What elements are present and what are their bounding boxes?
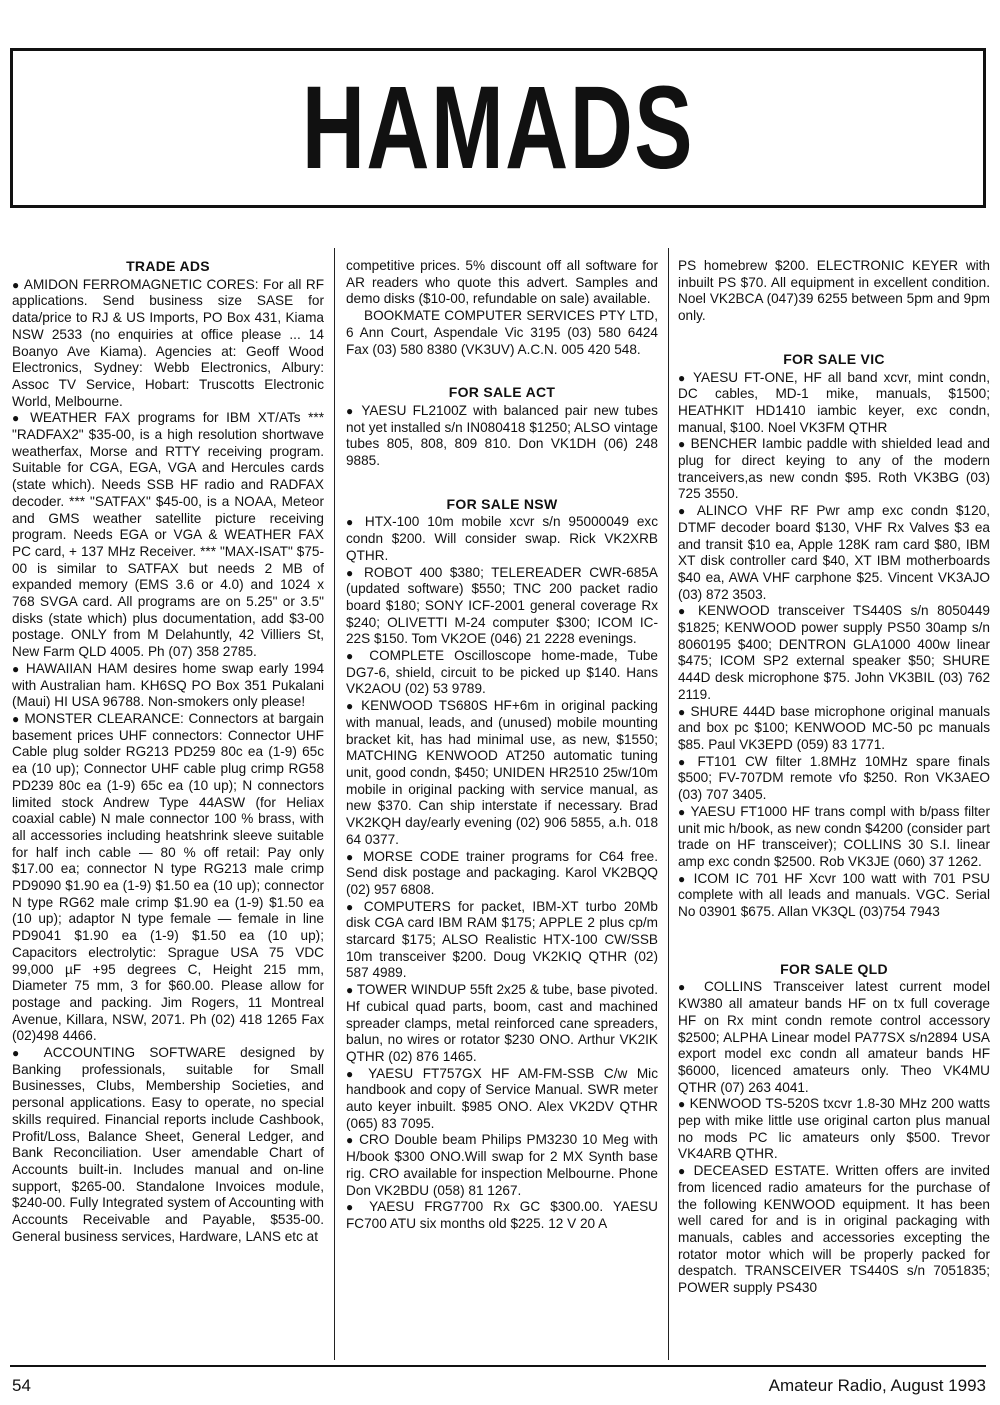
- ad-item: ● KENWOOD transceiver TS440S s/n 8050449 $1825; KENWOOD power supply PS50 30amp s/n 8060195 $400; DENTRON GLA1000 400w linear $475; ICOM SP2 external speaker $50; SHURE 444D desk microphone $75. John VK3BIL (03) 762 2119.: [678, 603, 990, 703]
- column-3: [678, 258, 990, 1360]
- ad-item: ● AMIDON FERROMAGNETIC CORES: For all RF applications. Send business size SASE for data/price to RJ & US Imports, PO Box 431, Kiama NSW 2533 (no enquiries at office please ... 14 Boanyo Ave Kiama). Agencies at: Geoff Wood Electronics, Sydney: Webb Electronics, Albury: Assoc TV Service, Hobart: Truscotts Electronic World, Melbourne.: [12, 277, 324, 411]
- section-heading-vic: FOR SALE VIC: [783, 350, 885, 367]
- ad-item: ● YAESU FRG7700 Rx GC $300.00. YAESU FC700 ATU six months old $225. 12 V 20 A: [346, 1199, 658, 1232]
- ad-item: ● COLLINS Transceiver latest current model KW380 all amateur bands HF on tx full coverage HF on Rx mint condn remote control accessory $2500; ALPHA Linear model PA77SX s/n2894 USA export model exc condn all amateur bands HF $6000, licenced amateurs only. Theo VK4MU QTHR (07) 263 4041.: [678, 979, 990, 1096]
- ad-item: ● ICOM IC 701 HF Xcvr 100 watt with 701 PSU complete with all leads and manuals. VGC. Serial No 03901 $675. Allan VK3QL (03)754 7943: [678, 871, 990, 921]
- ad-item: ● KENWOOD TS680S HF+6m in original packing with manual, leads, and (unused) mobile mounting bracket kit, has had minimal use, as new, $1550; MATCHING KENWOOD AT250 automatic tuning unit, good condn, $450; UNIDEN HR2510 25w/10m mobile in original packing with service manual, as new $370. Can ship interstate if necessary. Brad VK2KQH day/early evening (02) 906 5855, a.h. 018 64 0377.: [346, 698, 658, 848]
- ad-item: ● YAESU FT1000 HF trans compl with b/pass filter unit mic h/book, as new condn $4200 (consider part trade on HF transceiver); COLLINS 30 S.I. linear amp exc condn $2500. Rob VK3JE (060) 37 1262.: [678, 804, 990, 871]
- ad-item: ● BENCHER Iambic paddle with shielded lead and plug for direct keying to any of the modern tranceivers,as new condn $95. Roth VK3BG (03) 725 3550.: [678, 436, 990, 503]
- ad-item: ● KENWOOD TS-520S txcvr 1.8-30 MHz 200 watts pep with mike little use original carton plus manual no mods PC lic amateurs only $500. Trevor VK4ARB QTHR.: [678, 1096, 990, 1163]
- title-banner: [10, 48, 986, 208]
- ad-item: ● DECEASED ESTATE. Written offers are invited from licenced radio amateurs for the purchase of the following KENWOOD equipment. It has been well cared for and is in original packaging with manuals, cables and accessories excepting the rotator motor which will be properly packed for despatch. TRANSCEIVER TS440S s/n 7051835; POWER supply PS430: [678, 1163, 990, 1297]
- ad-item: ● ALINCO VHF RF Pwr amp exc condn $120, DTMF decoder board $130, VHF Rx Valves $3 ea and transit $10 ea, Apple 128K ram card $80, IBM XT disk controller card $40, XT IBM motherboards $40 ea, AWA VHF carphone $25. Vincent VK3AJO (03) 872 3503.: [678, 503, 990, 603]
- ad-item: ● YAESU FT-ONE, HF all band xcvr, mint condn, DC cables, MD-1 mike, manuals, $1500; HEATHKIT HD1410 iambic keyer, exc condn, manual, $100. Noel VK3FM QTHR: [678, 370, 990, 437]
- ad-item: ● CRO Double beam Philips PM3230 10 Meg with H/book $300 ONO.Will swap for 2 MX Synth base rig. CRO available for inspection Melbourne. Phone Don VK2BDU (058) 81 1267.: [346, 1132, 658, 1199]
- column-divider: [334, 248, 335, 1360]
- ad-item: ● TOWER WINDUP 55ft 2x25 & tube, base pivoted. Hf cubical quad parts, boom, cast and machined spreader clamps, metal reinforced cane spreaders, balun, no wires or rotator $230 ONO. Arthur VK2IK QTHR (02) 876 1465.: [346, 982, 658, 1066]
- section-heading-trade-ads: TRADE ADS: [126, 258, 210, 274]
- column-2: [346, 258, 658, 1360]
- ad-item: ● COMPUTERS for packet, IBM-XT turbo 20Mb disk CGA card IBM RAM $175; APPLE 2 plus cp/m starcard $175; ALSO Realistic HTX-100 CW/SSB 10m transceiver $200. Doug VK2KIQ QTHR (02) 587 4989.: [346, 899, 658, 983]
- footer-rule: [10, 1365, 986, 1367]
- ad-item: ● HTX-100 10m mobile xcvr s/n 95000049 exc condn $200. Will consider swap. Rick VK2XRB QTHR.: [346, 514, 658, 564]
- page-title: HAMADS: [301, 62, 695, 194]
- column-1: [12, 258, 324, 1360]
- section-heading-nsw: FOR SALE NSW: [446, 495, 558, 512]
- publication-line: Amateur Radio, August 1993: [768, 1376, 986, 1395]
- ad-item: ● SHURE 444D base microphone original manuals and box pc $100; KENWOOD MC-50 pc manuals $85. Paul VK3EPD (059) 83 1771.: [678, 704, 990, 754]
- ad-item: ● MONSTER CLEARANCE: Connectors at bargain basement prices UHF connectors: Connector UHF Cable plug solder RG213 PD259 80c ea (1-9) 65c ea (10 up); Connector UHF cable plug crimp RG58 PD239 80c ea (1-9) 65c ea (10 up); N connectors limited stock Andrew Type 44ASW (for Heliax coaxial cable) N male connector 100 % brass, with all accessories including heatshrink sleeve suitable for half inch cable — 80 % off retail: Pay only $17.00 ea; connector N type RG213 male crimp PD9090 $1.90 ea (1-9) $1.50 ea (10 up); connector N type RG62 male crimp $1.90 ea (1-9) $1.50 ea (10 up); adaptor N type female — female in line PD9041 $1.90 ea (1-9) $1.50 ea (10 up); Capacitors electrolytic: Sprague USA 75 VDC 99,000 µF +95 degrees C, Height 215 mm, Diameter 75 mm, 3 for $60.00. Please allow for postage and packing. Jim Rogers, 11 Montreal Avenue, Killara, NSW, 2071. Ph (02) 418 1265 Fax (02)498 4466.: [12, 711, 324, 1045]
- ad-item: ● ACCOUNTING SOFTWARE designed by Banking professionals, suitable for Small Businesses, Clubs, Membership Societies, and personal applications. Easy to operate, no special skills required. Financial reports include Cashbook, Profit/Loss, Balance Sheet, General Ledger, and Bank Reconciliation. User amendable Chart of Accounts built-in. Includes manual and on-line support, $265-00. Standalone Invoices module, $240-00. Fully Integrated system of Accounting with Accounts Receivable and Payable, $535-00. General business services, Hardware, LANS etc at: [12, 1045, 324, 1245]
- ad-item: ● HAWAIIAN HAM desires home swap early 1994 with Australian ham. KH6SQ PO Box 351 Pukalani (Maui) HI USA 96788. Non-smokers only please!: [12, 661, 324, 711]
- ad-continuation: PS homebrew $200. ELECTRONIC KEYER with inbuilt PS $70. All equipment in excellent condition. Noel VK2BCA (047)39 6255 between 5pm and 9pm only.: [678, 258, 990, 324]
- section-heading-act: FOR SALE ACT: [448, 384, 556, 401]
- ad-item: ● WEATHER FAX programs for IBM XT/ATs *** "RADFAX2" $35-00, is a high resolution shortwave weatherfax, Morse and RTTY receiving program. Suitable for CGA, EGA, VGA and Hercules cards (state which). Needs SSB HF radio and RADFAX decoder. *** "SATFAX" $45-00, is a NOAA, Meteor and GMS weather satellite picture receiving program. Needs EGA or VGA & WEATHER FAX PC card, + 137 MHz Receiver. *** "MAX-ISAT" $75-00 is similar to SATFAX but needs 2 MB of expanded memory (EMS 3.6 or 4.0) and 1024 x 768 SVGA card. All programs are on 5.25" or 3.5" disks (state which) plus documentation, add $3-00 postage. ONLY from M Delahuntly, 42 Villiers St, New Farm QLD 4005. Ph (07) 358 2785.: [12, 410, 324, 661]
- ad-continuation: BOOKMATE COMPUTER SERVICES PTY LTD, 6 Ann Court, Aspendale Vic 3195 (03) 580 6424 Fax (03) 580 8380 (VK3UV) A.C.N. 005 420 548.: [346, 308, 658, 357]
- ad-item: ● YAESU FL2100Z with balanced pair new tubes not yet installed s/n IN080418 $1250; ALSO vintage tubes 805, 808, 809 810. Don VK1DH (06) 248 9885.: [346, 403, 658, 470]
- ad-item: ● MORSE CODE trainer programs for C64 free. Send disk postage and packaging. Karol VK2BQQ (02) 957 6808.: [346, 849, 658, 899]
- ad-continuation: competitive prices. 5% discount off all software for AR readers who quote this advert. Samples and demo disks ($10-00, refundable on sale) available.: [346, 258, 658, 307]
- page-number: 54: [12, 1376, 31, 1395]
- section-heading-qld: FOR SALE QLD: [780, 960, 888, 977]
- ad-item: ● YAESU FT757GX HF AM-FM-SSB C/w Mic handbook and copy of Service Manual. SWR meter auto keyer inbuilt. $985 ONO. Alex VK2DV QTHR (065) 83 7095.: [346, 1066, 658, 1133]
- ad-item: ● ROBOT 400 $380; TELEREADER CWR-685A (updated software) $550; TNC 200 packet radio board $180; SONY ICF-2001 general coverage Rx $240; OLIVETTI M-24 computer $300; ICOM IC-22S $150. Tom VK2OE (046) 21 2228 evenings.: [346, 565, 658, 649]
- column-divider: [668, 248, 669, 1360]
- ad-item: ● FT101 CW filter 1.8MHz 10MHz spare finals $500; FV-707DM remote vfo $250. Ron VK3AEO (03) 707 3405.: [678, 754, 990, 804]
- ad-item: ● COMPLETE Oscilloscope home-made, Tube DG7-6, shield, circuit to be picked up $140. Hans VK2AOU (02) 53 9789.: [346, 648, 658, 698]
